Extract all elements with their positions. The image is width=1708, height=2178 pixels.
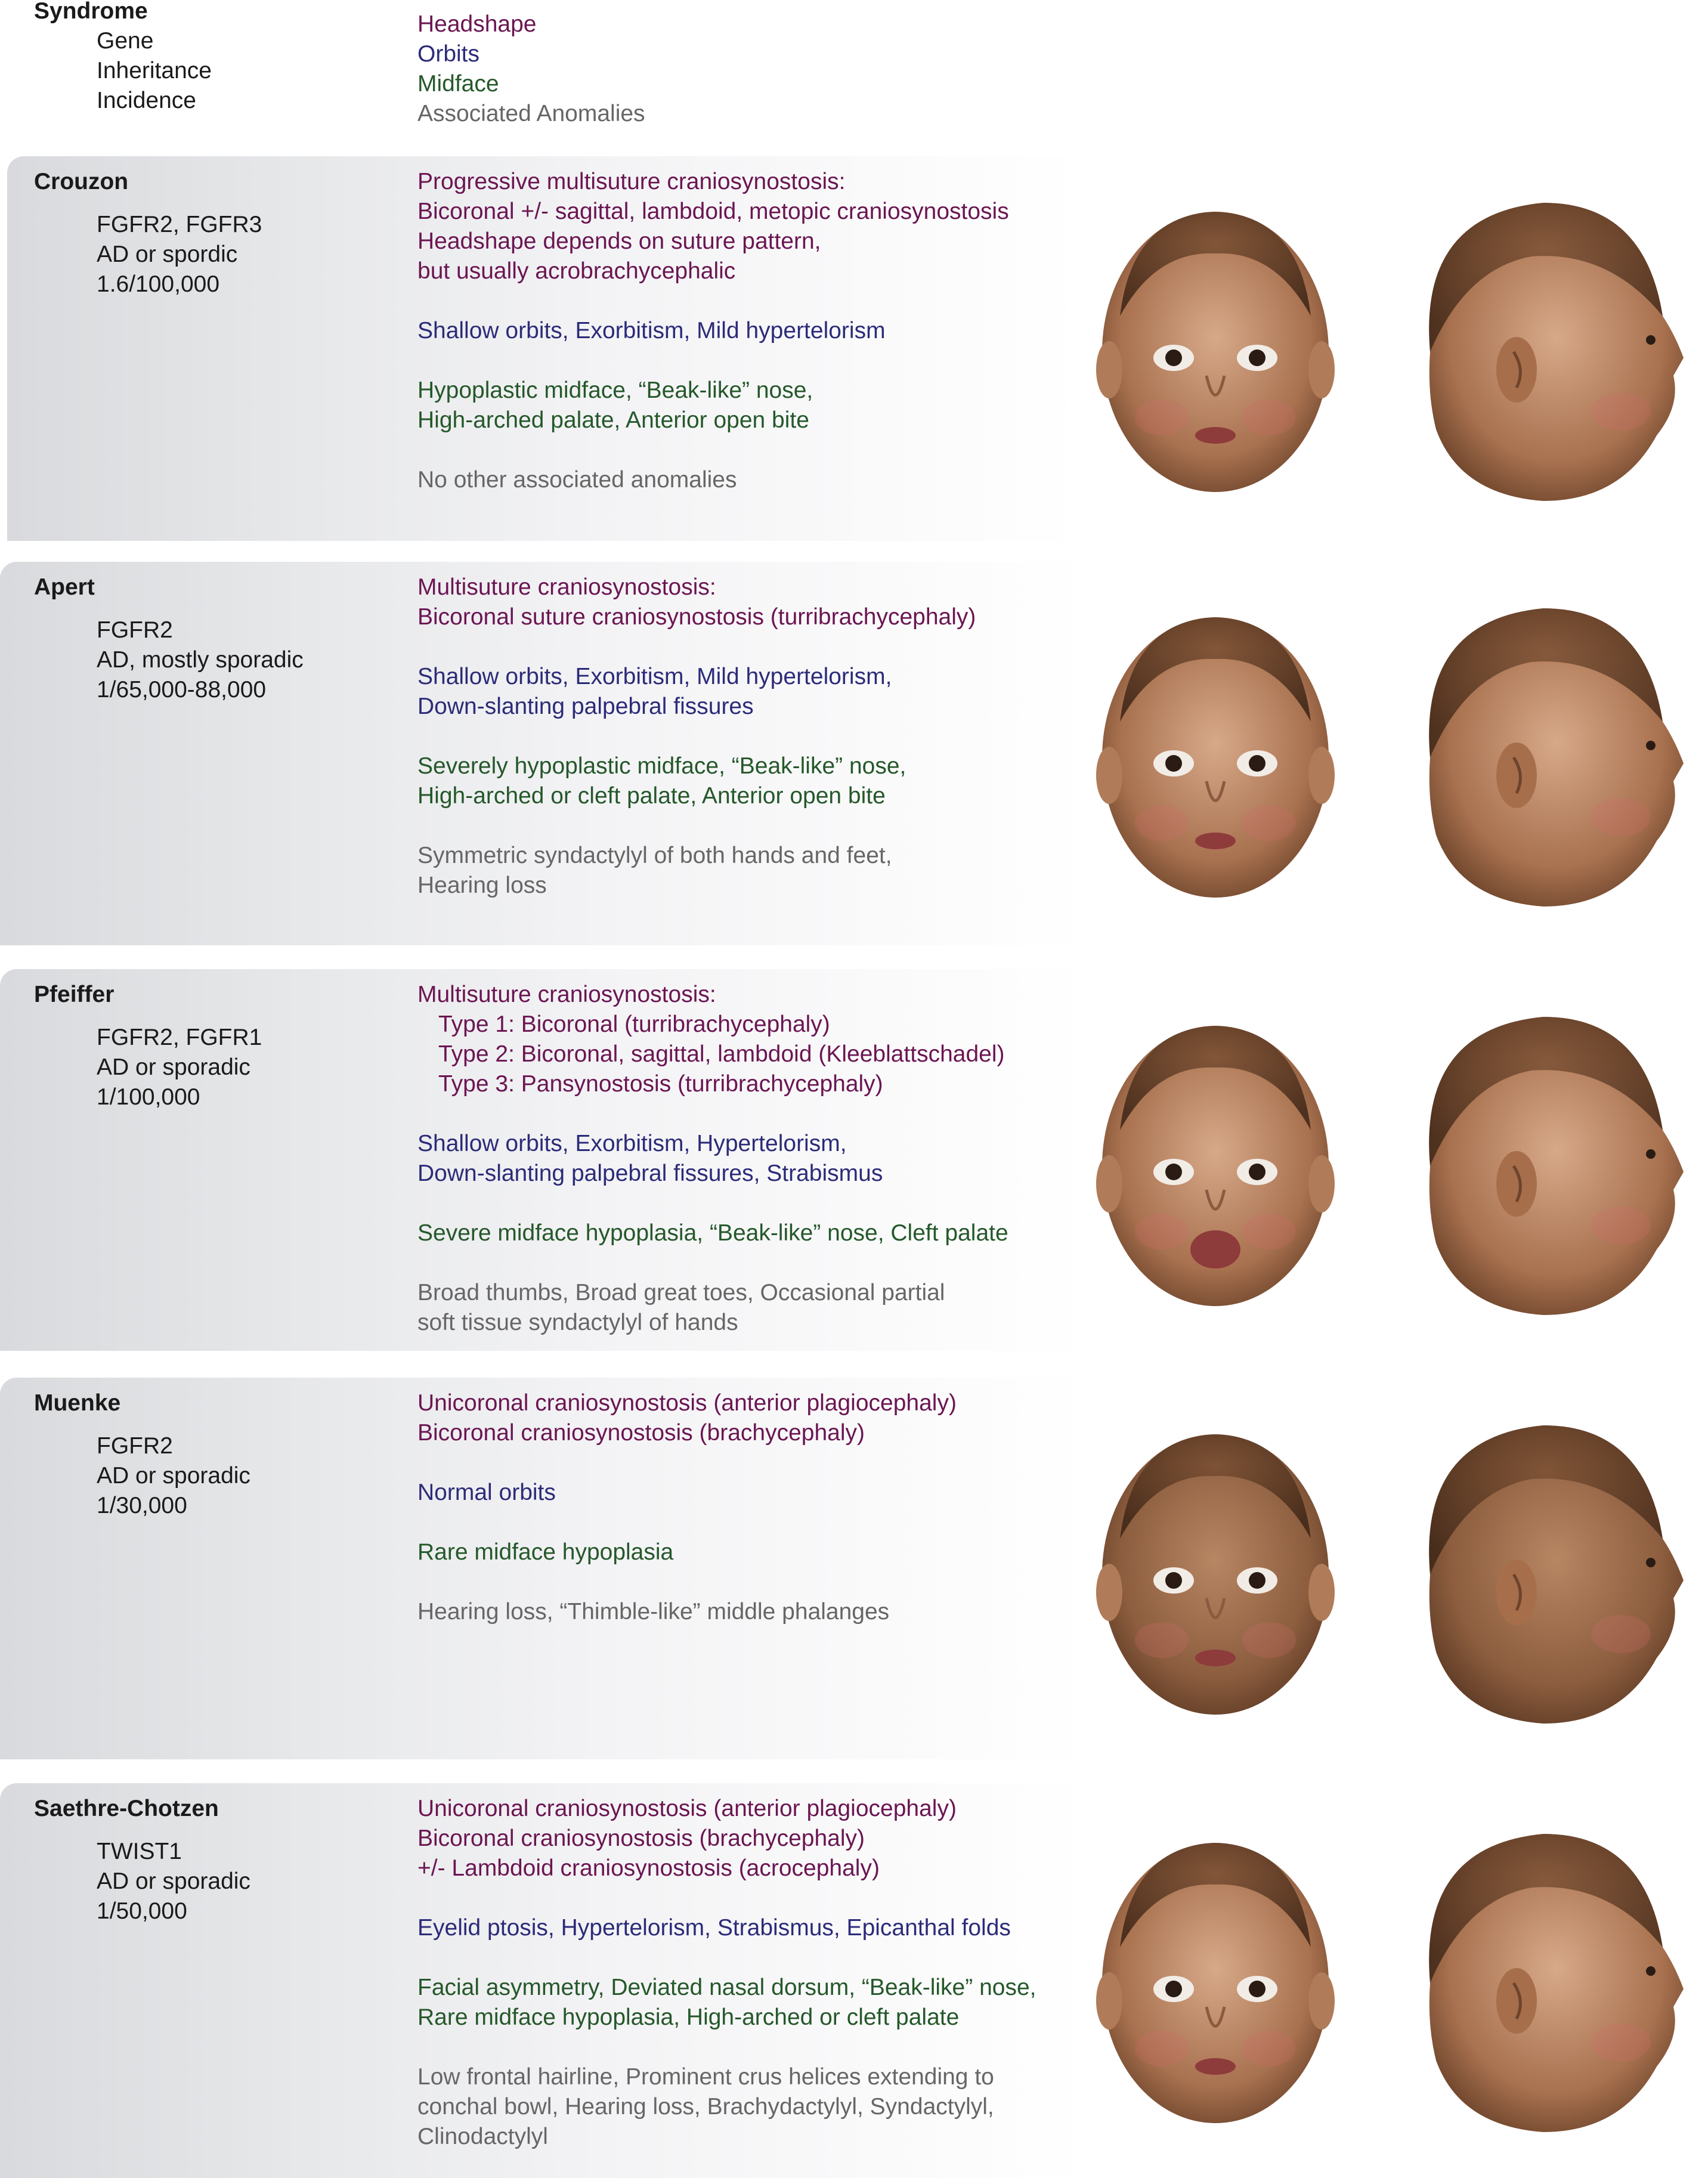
headshape-line: Bicoronal craniosynostosis (brachycephaly)	[417, 1826, 865, 1851]
headshape-block	[417, 980, 1087, 1099]
right-ear	[1308, 341, 1335, 398]
syndrome-info	[34, 1388, 250, 1521]
right-pupil	[1249, 1164, 1265, 1180]
associated-line: No other associated anomalies	[417, 467, 737, 493]
right-ear	[1308, 1155, 1335, 1212]
midface-block	[417, 376, 1081, 435]
face-skin	[1102, 1843, 1329, 2123]
infant-face-front-icon	[1096, 617, 1335, 898]
legend-inheritance: Inheritance	[97, 58, 212, 83]
headshape-line: Unicoronal craniosynostosis (anterior plagiocephaly)	[417, 1390, 957, 1416]
syndrome-row	[0, 1783, 1087, 2178]
face-skin	[1102, 1434, 1329, 1715]
headshape-line: Progressive multisuture craniosynostosis:	[417, 169, 846, 194]
left-cheek	[1135, 805, 1189, 841]
orbits-block	[417, 1478, 1087, 1508]
orbits-line: Normal orbits	[417, 1480, 556, 1505]
legend-left	[34, 0, 212, 116]
legend-midface: Midface	[417, 71, 499, 97]
associated-line: Broad thumbs, Broad great toes, Occasional partial	[417, 1280, 945, 1305]
legend-syndrome-title: Syndrome	[34, 0, 148, 24]
left-pupil	[1165, 349, 1182, 366]
syndrome-incidence: 1/30,000	[97, 1493, 187, 1518]
headshape-block	[417, 1794, 1087, 1883]
left-pupil	[1165, 1981, 1182, 1997]
associated-line: Hearing loss, “Thimble-like” middle phalanges	[417, 1599, 890, 1625]
profile-ear	[1496, 1968, 1537, 2034]
headshape-line: Type 3: Pansynostosis (turribrachycephaly)	[438, 1071, 883, 1097]
right-cheek	[1242, 2031, 1296, 2066]
left-pupil	[1165, 1164, 1182, 1180]
syndrome-name: Crouzon	[34, 169, 129, 194]
headshape-line: Multisuture craniosynostosis:	[417, 574, 716, 600]
syndrome-illustrations	[1096, 179, 1708, 525]
right-ear	[1308, 1972, 1335, 2030]
syndrome-inheritance: AD, mostly sporadic	[97, 647, 304, 673]
orbits-line: Shallow orbits, Exorbitism, Mild hypertelorism	[417, 318, 886, 344]
headshape-block	[417, 1388, 1087, 1448]
headshape-line: Bicoronal craniosynostosis (brachycephaly)	[417, 1420, 865, 1446]
syndrome-illustrations	[1096, 993, 1708, 1339]
syndrome-name: Pfeiffer	[34, 982, 115, 1007]
mouth	[1195, 427, 1236, 444]
midface-line: Rare midface hypoplasia	[417, 1539, 674, 1565]
midface-line: High-arched or cleft palate, Anterior open bite	[417, 783, 886, 809]
left-ear	[1096, 1972, 1122, 2030]
midface-block	[417, 1973, 1087, 2032]
syndrome-info	[34, 167, 262, 299]
syndrome-name: Apert	[34, 574, 95, 600]
midface-line: Facial asymmetry, Deviated nasal dorsum, “Beak-like” nose,	[417, 1975, 1036, 2000]
associated-line: Hearing loss	[417, 873, 547, 898]
profile-cheek	[1591, 798, 1651, 836]
profile-eye	[1646, 1149, 1656, 1159]
orbits-block	[417, 316, 1081, 346]
syndrome-illustrations	[1096, 1810, 1708, 2156]
syndrome-row	[0, 562, 1087, 945]
syndrome-illustrations	[1096, 584, 1708, 930]
right-pupil	[1249, 1572, 1265, 1589]
infant-head-profile-icon	[1429, 1834, 1684, 2132]
midface-line: Hypoplastic midface, “Beak-like” nose,	[417, 378, 813, 403]
syndrome-features	[417, 980, 1087, 1338]
associated-line: Clinodactylyl	[417, 2124, 548, 2149]
legend-gene: Gene	[97, 28, 154, 54]
legend-incidence: Incidence	[97, 88, 196, 113]
syndrome-gene: FGFR2	[97, 617, 173, 643]
orbits-block	[417, 662, 1087, 722]
profile-eye	[1646, 335, 1656, 345]
syndrome-incidence: 1/50,000	[97, 1898, 187, 1924]
infant-head-profile-icon	[1429, 203, 1684, 501]
left-ear	[1096, 1155, 1122, 1212]
associated-line: Symmetric syndactylyl of both hands and feet,	[417, 843, 892, 868]
right-pupil	[1249, 1981, 1265, 1997]
headshape-line: Unicoronal craniosynostosis (anterior plagiocephaly)	[417, 1796, 957, 1821]
profile-cheek	[1591, 2024, 1651, 2062]
midface-block	[417, 1537, 1087, 1567]
associated-anomalies-block	[417, 1597, 1087, 1627]
syndrome-illustrations	[1096, 1402, 1708, 1747]
right-ear	[1308, 1564, 1335, 1621]
syndrome-info	[34, 573, 304, 705]
associated-anomalies-block	[417, 1278, 1087, 1338]
syndrome-incidence: 1/100,000	[97, 1084, 200, 1110]
midface-block	[417, 751, 1087, 811]
syndrome-name: Muenke	[34, 1390, 121, 1416]
legend-header	[0, 0, 1708, 131]
illustration-canvas	[1096, 584, 1708, 930]
syndrome-name: Saethre-Chotzen	[34, 1796, 219, 1821]
left-cheek	[1135, 400, 1189, 435]
right-ear	[1308, 747, 1335, 804]
syndrome-info	[34, 1794, 250, 1926]
infant-face-front-icon	[1096, 212, 1335, 492]
left-ear	[1096, 747, 1122, 804]
profile-ear	[1496, 1151, 1537, 1217]
associated-line: Low frontal hairline, Prominent crus helices extending to	[417, 2064, 994, 2090]
left-ear	[1096, 341, 1122, 398]
syndrome-features	[417, 1794, 1087, 2152]
infant-face-front-icon	[1096, 1434, 1335, 1715]
right-cheek	[1242, 1622, 1296, 1658]
syndrome-gene: FGFR2, FGFR3	[97, 212, 262, 237]
infant-face-front-icon	[1096, 1026, 1335, 1306]
syndrome-info	[34, 980, 262, 1112]
legend-headshape: Headshape	[417, 11, 537, 37]
orbits-line: Down-slanting palpebral fissures, Strabismus	[417, 1161, 883, 1186]
syndrome-row	[7, 156, 1081, 541]
orbits-line: Eyelid ptosis, Hypertelorism, Strabismus, Epicanthal folds	[417, 1915, 1011, 1941]
orbits-block	[417, 1913, 1087, 1943]
mouth	[1195, 1650, 1236, 1666]
infant-head-profile-icon	[1429, 608, 1684, 907]
profile-cheek	[1591, 392, 1651, 431]
syndrome-incidence: 1/65,000-88,000	[97, 677, 267, 703]
face-skin	[1102, 212, 1329, 492]
profile-ear	[1496, 742, 1537, 808]
midface-line: Rare midface hypoplasia, High-arched or cleft palate	[417, 2004, 960, 2030]
left-pupil	[1165, 1572, 1182, 1589]
orbits-line: Shallow orbits, Exorbitism, Mild hypertelorism,	[417, 664, 892, 689]
headshape-line: Type 1: Bicoronal (turribrachycephaly)	[438, 1011, 830, 1037]
midface-block	[417, 1218, 1087, 1248]
orbits-line: Down-slanting palpebral fissures	[417, 694, 754, 719]
legend-orbits: Orbits	[417, 41, 480, 67]
headshape-line: Bicoronal +/- sagittal, lambdoid, metopic craniosynostosis	[417, 199, 1009, 224]
illustration-canvas	[1096, 179, 1708, 525]
associated-anomalies-block	[417, 465, 1081, 495]
illustration-canvas	[1096, 993, 1708, 1339]
headshape-block	[417, 573, 1087, 632]
associated-line: soft tissue syndactylyl of hands	[417, 1310, 738, 1335]
syndrome-gene: TWIST1	[97, 1839, 182, 1864]
syndrome-features	[417, 167, 1081, 495]
syndrome-inheritance: AD or sporadic	[97, 1868, 250, 1894]
headshape-line: Bicoronal suture craniosynostosis (turribrachycephaly)	[417, 604, 976, 630]
legend-right	[417, 10, 1097, 129]
syndrome-gene: FGFR2	[97, 1433, 173, 1459]
left-cheek	[1135, 1622, 1189, 1658]
illustration-canvas	[1096, 1402, 1708, 1747]
profile-eye	[1646, 1558, 1656, 1567]
syndrome-features	[417, 1388, 1087, 1627]
profile-cheek	[1591, 1615, 1651, 1653]
associated-line: conchal bowl, Hearing loss, Brachydactylyl, Syndactylyl,	[417, 2094, 994, 2120]
left-cheek	[1135, 1214, 1189, 1249]
face-skin	[1102, 617, 1329, 898]
midface-line: Severe midface hypoplasia, “Beak-like” nose, Cleft palate	[417, 1220, 1008, 1246]
profile-cheek	[1591, 1206, 1651, 1245]
left-ear	[1096, 1564, 1122, 1621]
syndrome-inheritance: AD or spordic	[97, 242, 238, 267]
headshape-line: Headshape depends on suture pattern,	[417, 228, 821, 254]
profile-eye	[1646, 741, 1656, 750]
mouth	[1190, 1230, 1240, 1269]
infant-head-profile-icon	[1429, 1425, 1684, 1724]
legend-associated: Associated Anomalies	[417, 101, 645, 126]
left-cheek	[1135, 2031, 1189, 2066]
headshape-line: +/- Lambdoid craniosynostosis (acrocephaly)	[417, 1855, 880, 1881]
headshape-line: but usually acrobrachycephalic	[417, 258, 736, 284]
left-pupil	[1165, 755, 1182, 772]
orbits-block	[417, 1129, 1087, 1189]
associated-anomalies-block	[417, 2062, 1087, 2152]
infant-head-profile-icon	[1429, 1017, 1684, 1315]
syndrome-features	[417, 573, 1087, 901]
infant-face-front-icon	[1096, 1843, 1335, 2123]
syndrome-inheritance: AD or sporadic	[97, 1054, 250, 1080]
right-cheek	[1242, 1214, 1296, 1249]
midface-line: Severely hypoplastic midface, “Beak-like” nose,	[417, 753, 906, 779]
headshape-line: Type 2: Bicoronal, sagittal, lambdoid (Kleeblattschadel)	[438, 1041, 1005, 1067]
syndrome-row	[0, 1378, 1087, 1759]
profile-ear	[1496, 1560, 1537, 1625]
syndrome-inheritance: AD or sporadic	[97, 1463, 250, 1489]
midface-line: High-arched palate, Anterior open bite	[417, 407, 809, 433]
headshape-block	[417, 167, 1081, 286]
headshape-line: Multisuture craniosynostosis:	[417, 982, 716, 1007]
syndrome-gene: FGFR2, FGFR1	[97, 1025, 262, 1050]
profile-ear	[1496, 337, 1537, 403]
profile-eye	[1646, 1966, 1656, 1976]
mouth	[1195, 833, 1236, 849]
illustration-canvas	[1096, 1810, 1708, 2156]
associated-anomalies-block	[417, 841, 1087, 901]
right-cheek	[1242, 805, 1296, 841]
mouth	[1195, 2058, 1236, 2075]
orbits-line: Shallow orbits, Exorbitism, Hypertelorism,	[417, 1131, 847, 1156]
right-pupil	[1249, 349, 1265, 366]
syndrome-incidence: 1.6/100,000	[97, 271, 220, 297]
right-pupil	[1249, 755, 1265, 772]
syndrome-row	[0, 969, 1087, 1351]
right-cheek	[1242, 400, 1296, 435]
